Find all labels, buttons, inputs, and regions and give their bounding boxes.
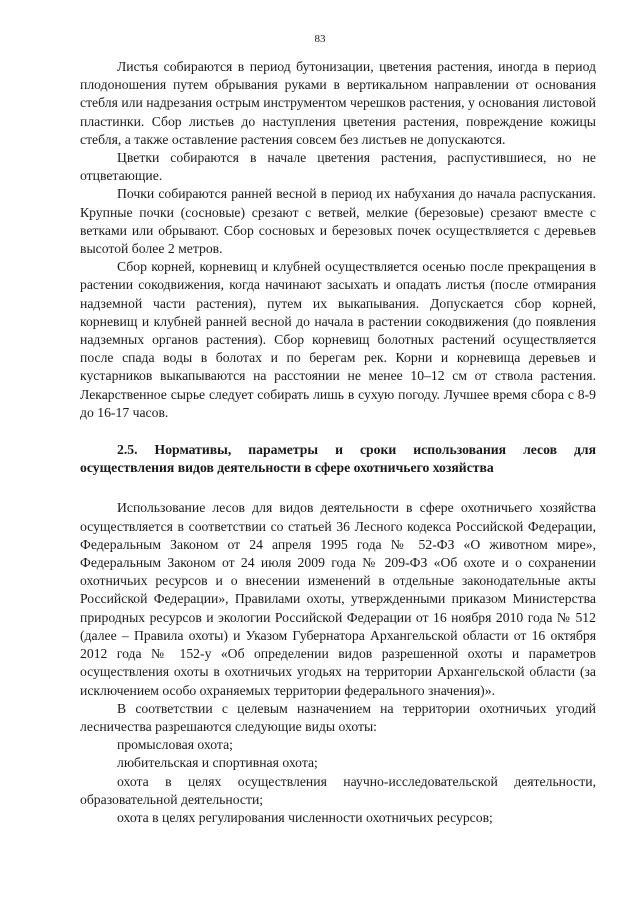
paragraph-roots: Сбор корней, корневищ и клубней осуществляется осенью после прекращения в растении сокодвижения, когда начинают засыхать и опадать листья (после отмирания надземной части растения), путем их выкапывания. Допускается сбор корней, корневищ и клубней ранней весной до начала в растении сокодвижения (до появления надземных органов растения). Сбор корневищ болотных растений осуществляется после спада воды в болотах и по берегам рек. Корни и корневища деревьев и кустарников выкапываются на расстоянии не менее 10–12 см от ствола растения. Лекарственное сырье следует собирать лишь в сухую погоду. Лучшее время сбора с 8-9 до 16-17 часов.: [80, 259, 596, 420]
paragraph-hunting-law: Использование лесов для видов деятельности в сфере охотничьего хозяйства осуществляется в соответствии со статьей 36 Лесного кодекса Российской Федерации, Федеральным Законом от 24 апреля 1995 года № 52-ФЗ «О животном мире», Федеральным Законом от 24 июля 2009 года № 209-ФЗ «Об охоте и о сохранении охотничьих ресурсов и о внесении изменений в отдельные законодательные акты Российской Федерации», Правилами охоты, утвержденными приказом Министерства природных ресурсов и экологии Российской Федерации от 16 ноября 2010 года № 512 (далее – Правила охоты) и Указом Губернатора Архангельской области от 16 октября 2012 года № 152-у «Об определении видов разрешенной охоты и параметров осуществления охоты в охотничьих угодьях на территории Архангельской области (за исключением особо охраняемых территории федерального значения)».: [80, 500, 596, 698]
paragraph-buds: Почки собираются ранней весной в период их набухания до начала распускания. Крупные почки (сосновые) срезают с ветвей, мелкие (березовые) срезают вместе с ветками или обрывают. Сбор сосновых и березовых почек осуществляется с деревьев высотой более 2 метров.: [80, 186, 596, 257]
list-item: охота в целях регулирования численности охотничьих ресурсов;: [117, 809, 493, 825]
list-item: промысловая охота;: [117, 737, 233, 753]
paragraph-flowers: Цветки собираются в начале цветения растения, распустившиеся, но не отцветающие.: [80, 150, 596, 184]
page-number: 83: [314, 33, 326, 45]
paragraph-hunting-intro: В соответствии с целевым назначением на территории охотничьих угодий лесничества разрешаются следующие виды охоты:: [80, 700, 596, 734]
list-item: охота в целях осуществления научно-исследовательской деятельности, образовательной деятельности;: [80, 773, 596, 807]
page-content: [80, 58, 596, 827]
section-heading: 2.5. Нормативы, параметры и сроки использования лесов для осуществления видов деятельности в сфере охотничьего хозяйства: [80, 442, 596, 476]
list-item: любительская и спортивная охота;: [117, 755, 318, 771]
paragraph-leaves: Листья собираются в период бутонизации, цветения растения, иногда в период плодоношения путем обрывания руками в вертикальном направлении от основания стебля или надрезания острым инструментом черешков растения, у основания листовой пластинки. Сбор листьев до наступления цветения растения, повреждение кожицы стебля, а также оставление растения совсем без листьев не допускаются.: [80, 59, 596, 147]
heading-spacer: [80, 477, 596, 499]
